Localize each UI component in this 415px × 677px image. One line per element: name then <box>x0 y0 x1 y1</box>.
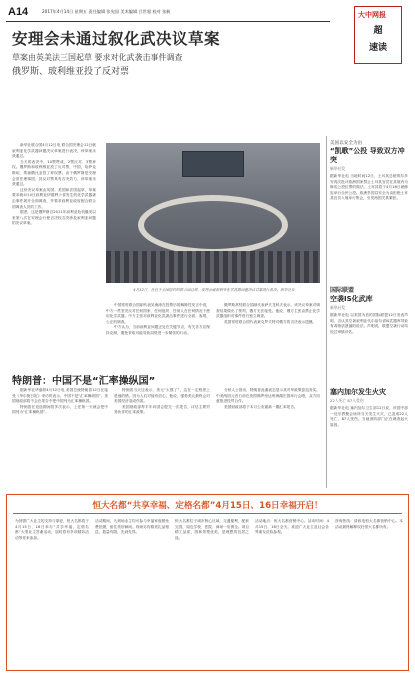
photo-caption: 4月12日，在位于美国纽约的联合国总部，安理会就叙利亚化学武器问题决议草案进行表决。新华社发 <box>133 288 295 292</box>
paragraph: 据新华社华盛顿4月12日电 美国总统特朗普12日在接受《华尔街日报》采访时表示，中国不是“汇率操纵国”，美国财政部将不会在报告中把中国列为汇率操纵国。 <box>12 388 108 404</box>
page-number: A14 <box>8 6 29 18</box>
sidebar-byline: 新华社发 <box>330 166 346 171</box>
paragraph: 据悉，这是俄罗斯自2011年叙利亚危机爆发以来第八次在安理会行使否决权否决涉及叙利亚问题的决议草案。 <box>12 210 96 226</box>
sidebar-byline: 新华社发 <box>330 305 346 310</box>
section-label-2: 速读 <box>368 43 387 53</box>
lead-headline-block <box>12 27 332 77</box>
paragraph: 新华社联合国4月12日电 联合国安理会12日就叙利亚化学武器问题决议草案进行表决，该草案未获通过。 <box>12 143 96 159</box>
ad-title: 恒大名都“共享幸福、定格名都”4月15日、16日幸福开启！ <box>92 501 323 511</box>
photo-crowd <box>106 251 320 283</box>
sidebar-body: 据新华社电 塞内加尔卫生部12日说，该国中部一处宗教聚会场所当天发生火灾，已造成22人死亡、87人受伤。当地消防部门正在调查起火原因。 <box>330 406 408 427</box>
paragraph: 特朗普当天还表示，美元“太强了”，这在一定程度上是他的错，因为人们对他有信心。他说，强势美元最终会对美国经济造成伤害。 <box>114 388 210 404</box>
section-brand-box <box>354 6 402 64</box>
section2-headline: 特朗普：中国不是“汇率操纵国” <box>12 376 156 387</box>
sidebar-kicker: 美国以安全为由 <box>330 141 363 146</box>
ad-column: 咨询热线：请致电恒大名都营销中心。本活动最终解释权归恒大名都所有。 <box>335 519 403 529</box>
lead-subtitle-2: 俄罗斯、玻利维亚投了反对票 <box>12 67 130 77</box>
paragraph: 美国财政部每半年向国会提交一次报告，评估主要贸易伙伴的汇率政策。 <box>114 404 210 415</box>
ad-column: 活动地点：恒大名都营销中心。活动时间：4月15日、16日全天。欢迎广大业主及社会各界朋友莅临参观。 <box>255 519 329 535</box>
section2-body-column-e <box>114 388 210 488</box>
lead-body-column-b <box>106 303 210 365</box>
ad-column: 活动期间，凡到场业主均可参与幸福家庭照免费拍摄，留住美好瞬间。现场另有精美礼品相送，数量有限，先到先得。 <box>95 519 169 535</box>
lead-body-column-a <box>12 143 96 365</box>
paragraph: 这份决议草案由英国、美国和法国起草，草案要求就4月4日叙利亚伊德利卜省发生的化学武器袭击事件展开全面调查，并要求叙利亚政府配合联合国调查人员的工作。 <box>12 187 96 209</box>
sidebar-story-c <box>330 387 408 487</box>
photo-council-table <box>138 195 288 255</box>
sidebar-story-b <box>330 285 408 381</box>
sidebar-byline: 22人死亡 87人受伤 <box>330 398 364 403</box>
lead-subtitle-1: 草案由英美法三国起草 要求对化武袭击事件调查 <box>12 53 183 62</box>
header-rule <box>6 21 330 22</box>
ad-rule <box>13 513 402 514</box>
paragraph: 俄罗斯常驻联合国副代表萨夫龙科夫表示，该决议草案对调查结果做出了预判，俄方无法接受。他说，俄方主张由禁止化学武器组织对事件进行独立调查。 <box>216 303 320 319</box>
section2-body-column-d <box>12 388 108 488</box>
section-label-1: 超 <box>373 26 383 36</box>
sidebar-story-a <box>330 140 408 278</box>
lead-body-column-c <box>216 303 320 365</box>
sidebar-body: 据新华社电 以美国为首的国际联盟12日发表声明，否认其空袭叙利亚代尔祖尔省IS武器库导致有毒物质泄漏的说法。声明说，联盟空袭行动均经过审慎评估。 <box>330 313 408 334</box>
advertisement-box <box>6 494 409 671</box>
un-security-council-photo <box>106 143 320 283</box>
page-header <box>6 6 409 20</box>
ad-column: 为回馈广大业主的支持与厚爱，恒大名都将于4月15日、16日举办“共享幸福、定格名都”大型业主答谢活动，届时将有多项精彩活动等你来参加。 <box>15 519 89 540</box>
newspaper-logo: 大中网报 <box>358 10 386 19</box>
paragraph: 分析人士指出，特朗普此番表态显示其对华政策更趋务实。中美两国元首日前在美国佛罗里达州海湖庄园举行会晤，双方同意推进经贸合作。 <box>216 388 320 404</box>
photo-screen <box>182 151 244 177</box>
paragraph: 特朗普在竞选期间曾多次表示，上任第一天就会把中国列为“汇率操纵国”。 <box>12 404 108 415</box>
lead-title: 安理会未通过叙化武决议草案 <box>12 30 221 48</box>
sidebar-title: 塞内加尔发生火灾 <box>330 388 386 396</box>
paragraph: 中方认为，当前叙利亚问题正处在关键节点，有关各方应保持克制，避免采取可能导致局势进一步紧张的行动。 <box>106 325 210 335</box>
sidebar-divider <box>326 136 327 488</box>
paragraph: 美国财政部将于本月公布最新一期汇率报告。 <box>224 404 298 409</box>
sidebar-title: “凯歌”公投 导致双方冲突 <box>330 147 405 164</box>
paragraph: 当天的表决中，10票赞成、2票反对、3票弃权。俄罗斯和玻利维亚投了反对票，中国、哈萨克斯坦、埃塞俄比亚投了弃权票。由于俄罗斯是安理会常任理事国，其反对票具有否决效力，该草案未获通过。 <box>12 159 96 187</box>
sidebar-kicker: 国际联盟 <box>330 287 355 294</box>
sidebar-title: 空袭IS化武库 <box>330 295 373 303</box>
paragraph: 英国常驻联合国代表莱克罗夫特对俄方的否决表示遗憾。 <box>224 319 317 324</box>
paragraph: 中国常驻联合国副代表吴海涛在投票后的解释性发言中说，中方一贯坚决反对任何国家、任何组织、任何人在任何情况下使用化学武器。中方主张对叙利亚化武袭击事件进行全面、客观、公正的调查。 <box>106 303 210 324</box>
section2-body-column-f <box>216 388 320 488</box>
sidebar-body: 据新华社电 当地时间12日，土耳其总统埃尔多安再次批评欧洲国家禁止土耳其官员在其境内为修宪公投拉票的做法。土耳其将于4月16日就修宪举行全民公投。欧洲多国以安全为由拒绝土耳其官员入境举行集会，引发两国关系紧张。 <box>330 174 408 201</box>
ad-column: 恒大名都位于城市核心区域，交通便利，配套完善，周边学校、医院、商场一应俱全。项目精工品质，园林景观优美，是理想的宜居之选。 <box>175 519 249 540</box>
page-meta: 2017年4月14日 星期五 责任编辑 张宪国 美术编辑 吕世超 校对 张帆 <box>42 9 171 14</box>
